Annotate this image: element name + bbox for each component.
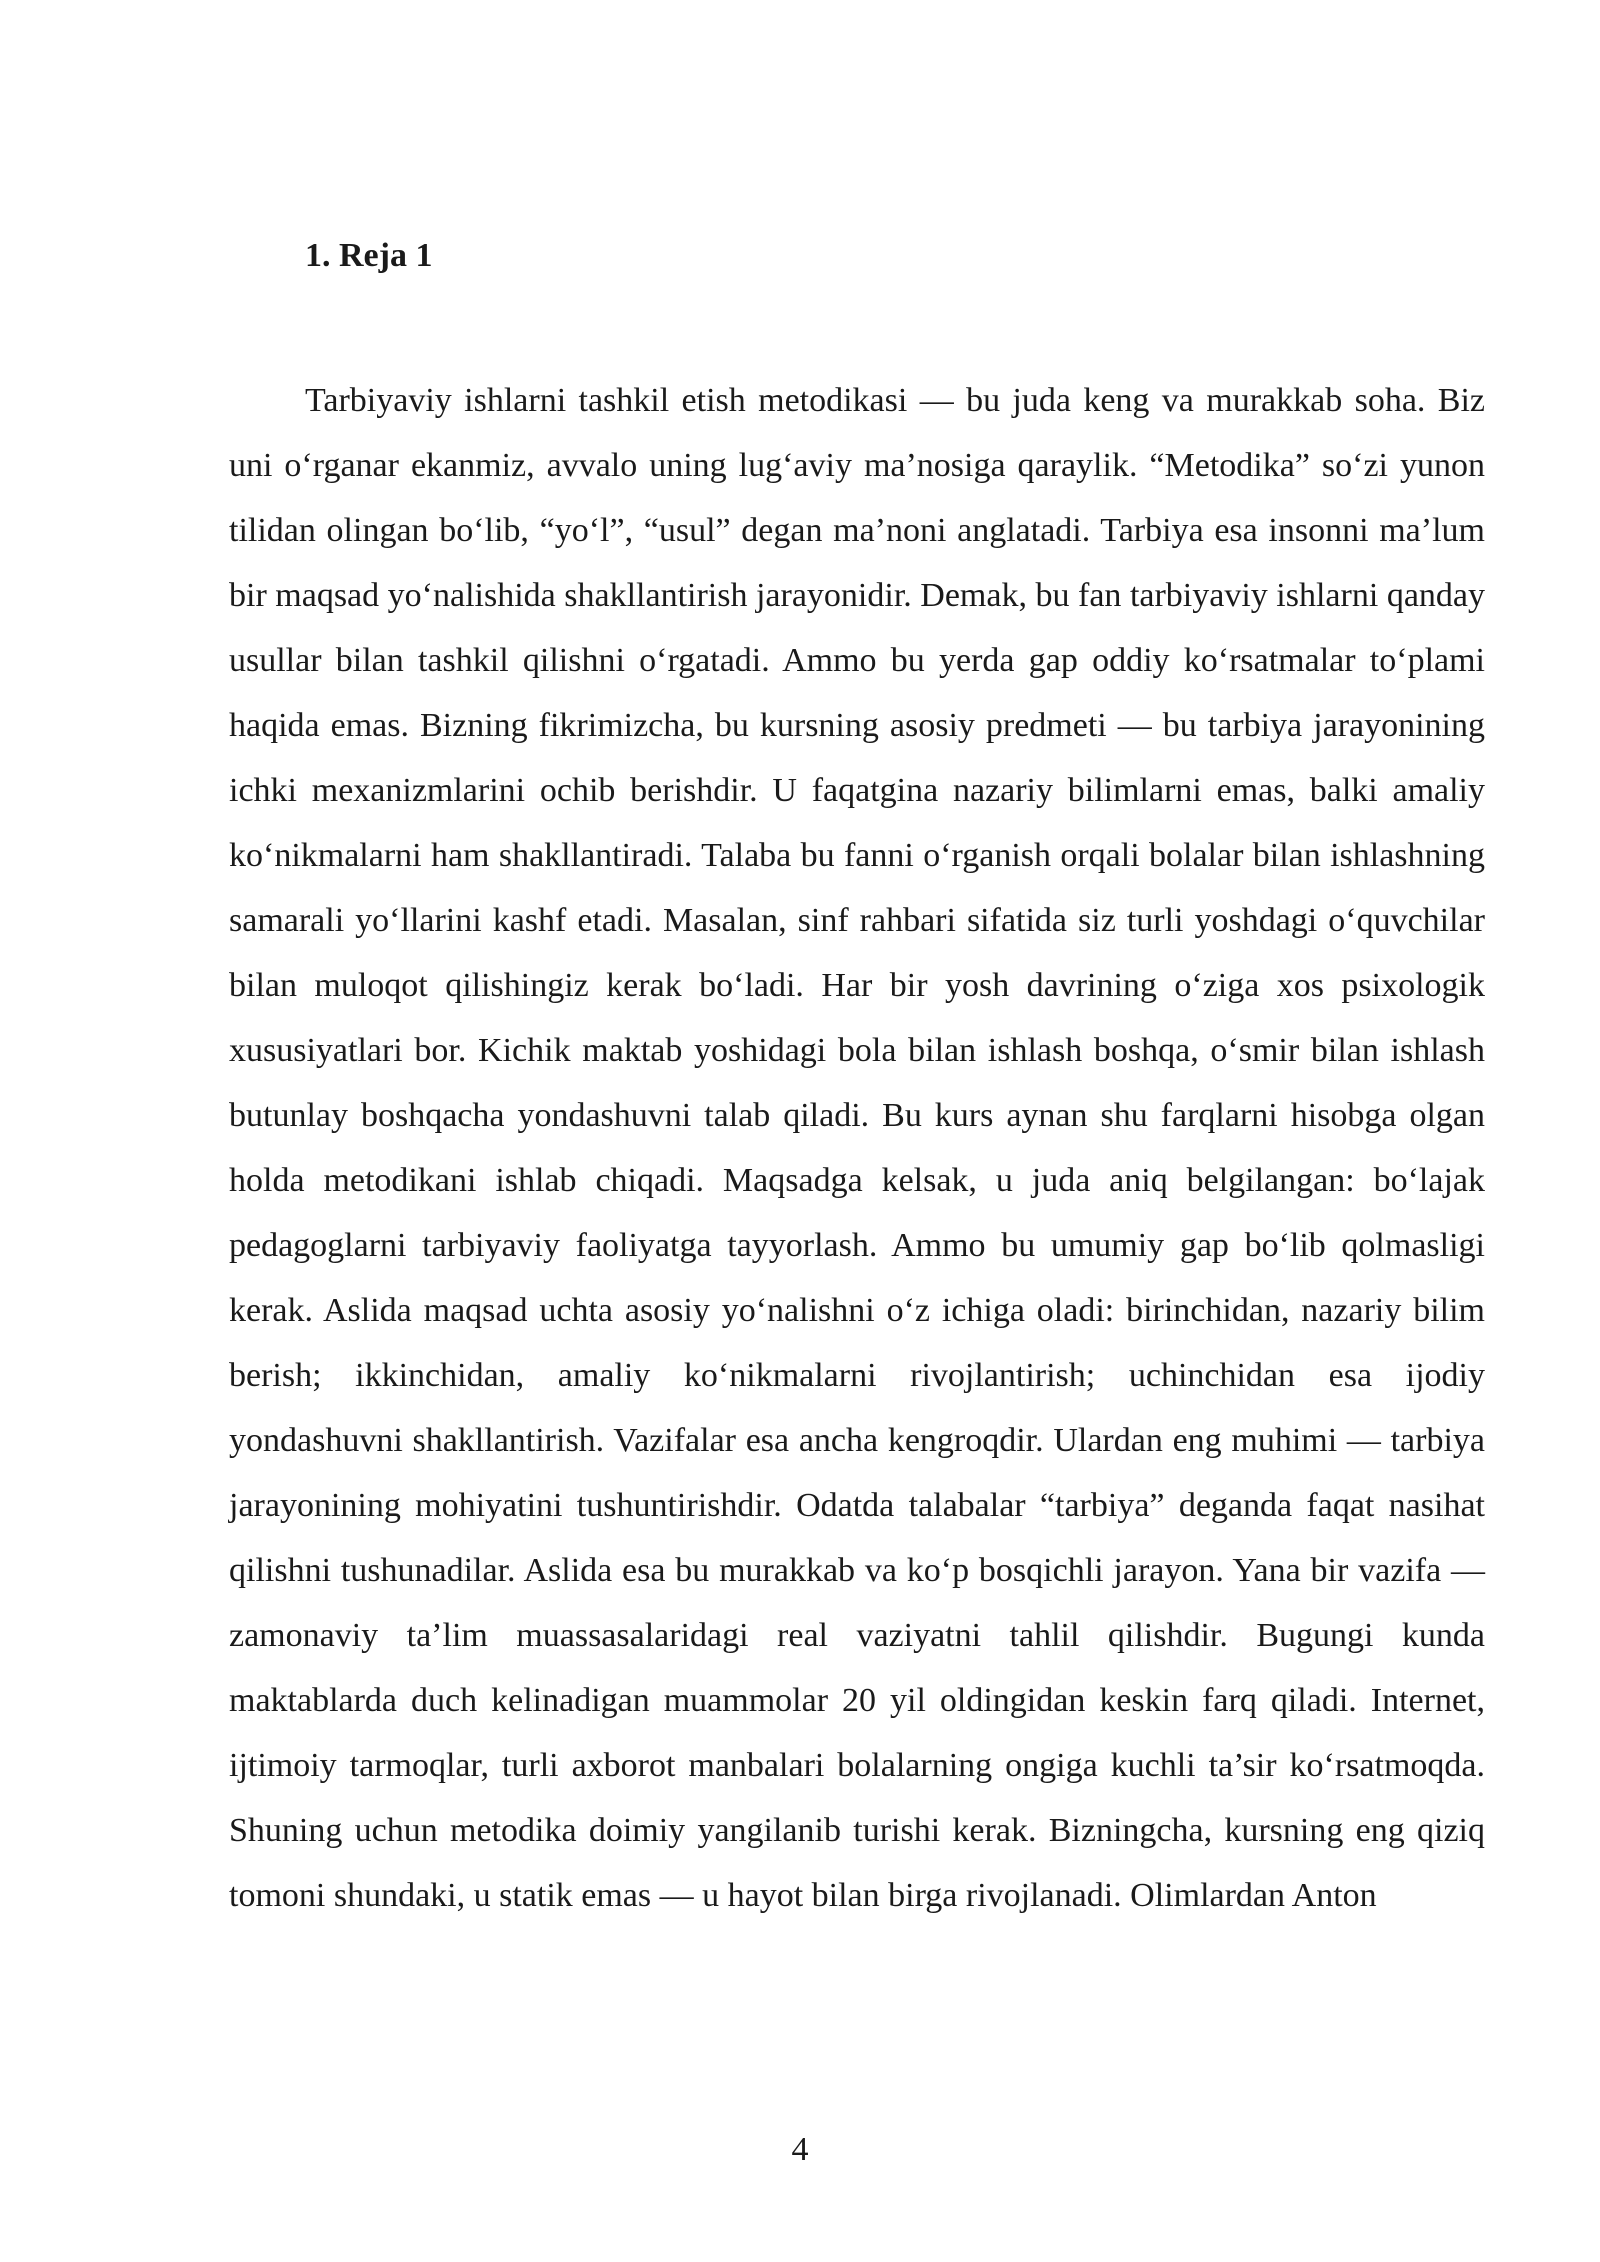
section-heading: 1. Reja 1 bbox=[305, 237, 433, 274]
page-number: 4 bbox=[791, 2131, 809, 2168]
body-paragraph: Tarbiyaviy ishlarni tashkil etish metodikasi — bu juda keng va murakkab soha. Biz uni o‘rganar ekanmiz, avvalo uning lug‘aviy ma’nosiga qaraylik. “Metodika” so‘zi yunon tilidan olingan bo‘lib, “yo‘l”, “usul” degan ma’noni anglatadi. Tarbiya esa insonni ma’lum bir maqsad yo‘nalishida shakllantirish jarayonidir. Demak, bu fan tarbiyaviy ishlarni qanday usullar bilan tashkil qilishni o‘rgatadi. Ammo bu yerda gap oddiy ko‘rsatmalar to‘plami haqida emas. Bizning fikrimizcha, bu kursning asosiy predmeti — bu tarbiya jarayonining ichki mexanizmlarini ochib berishdir. U faqatgina nazariy bilimlarni emas, balki amaliy ko‘nikmalarni ham shakllantiradi. Talaba bu fanni o‘rganish orqali bolalar bilan ishlashning samarali yo‘llarini kashf etadi. Masalan, sinf rahbari sifatida siz turli yoshdagi o‘quvchilar bilan muloqot qilishingiz kerak bo‘ladi. Har bir yosh davrining o‘ziga xos psixologik xususiyatlari bor. Kichik maktab yoshidagi bola bilan ishlash boshqa, o‘smir bilan ishlash butunlay boshqacha yondashuvni talab qiladi. Bu kurs aynan shu farqlarni hisobga olgan holda metodikani ishlab chiqadi. Maqsadga kelsak, u juda aniq belgilangan: bo‘lajak pedagoglarni tarbiyaviy faoliyatga tayyorlash. Ammo bu umumiy gap bo‘lib qolmasligi kerak. Aslida maqsad uchta asosiy yo‘nalishni o‘z ichiga oladi: birinchidan, nazariy bilim berish; ikkinchidan, amaliy ko‘nikmalarni rivojlantirish; uchinchidan esa ijodiy yondashuvni shakllantirish. Vazifalar esa ancha kengroqdir. Ulardan eng muhimi — tarbiya jarayonining mohiyatini tushuntirishdir. Odatda talabalar “tarbiya” deganda faqat nasihat qilishni tushunadilar. Aslida esa bu murakkab va ko‘p bosqichli jarayon. Yana bir vazifa — zamonaviy ta’lim muassasalaridagi real vaziyatni tahlil qilishdir. Bugungi kunda maktablarda duch kelinadigan muammolar 20 yil oldingidan keskin farq qiladi. Internet, ijtimoiy tarmoqlar, turli axborot manbalari bolalarning ongiga kuchli ta’sir ko‘rsatmoqda. Shuning uchun metodika doimiy yangilanib turishi kerak. Bizningcha, kursning eng qiziq tomoni shundaki, u statik emas — u hayot bilan birga rivojlanadi. Olimlardan Anton bbox=[229, 382, 1485, 1914]
